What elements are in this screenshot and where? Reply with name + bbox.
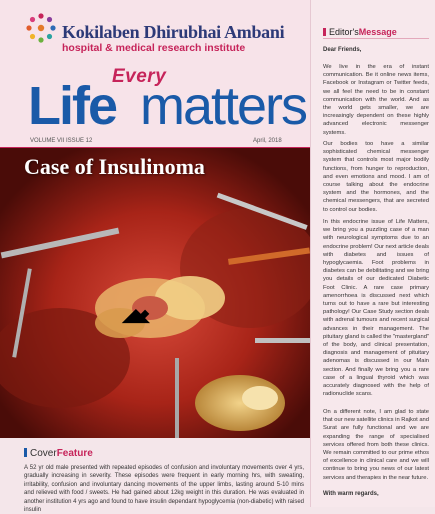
editors-message-panel [310, 0, 435, 507]
brand-life: Life [28, 76, 117, 136]
brand-matters: matters [140, 76, 307, 136]
surgical-photo-illustration [0, 148, 310, 438]
heading-word-editors: Editor's [329, 27, 359, 37]
editor-paragraph: On a different note, I am glad to state that our new satellite clinics in Rajkot and Surat are fully functional and we are expanding the range of specialised services offered from both these clinics. We remain committed to our prime ethos of excellence in clinical care and we will continue to bring you news of our latest services and therapies in the near future. [323, 409, 430, 481]
heading-word-message: Message [358, 27, 397, 37]
brand-every: Every [112, 66, 167, 87]
volume-issue: VOLUME VII ISSUE 12 [30, 138, 93, 144]
heading-word-cover: Cover [30, 448, 57, 459]
editors-message-heading [323, 27, 397, 37]
hospital-logo-icon [25, 12, 57, 44]
cover-photo [0, 148, 310, 438]
heading-word-feature: Feature [56, 448, 93, 459]
cover-feature-heading [24, 448, 93, 459]
editor-paragraph: We live in the era of instant communication. Be it online news items, Facebook or Instagram or Twitter feeds, we all feel the need to be in constant communication with the world. And as the world gets smaller, we are increasingly dependent on these highly advanced electronic messenger systems. [323, 64, 429, 136]
cover-title: Case of Insulinoma [24, 154, 205, 179]
editor-greeting: Dear Friends, [323, 47, 362, 53]
masthead [0, 0, 310, 150]
issue-date: April, 2018 [253, 138, 282, 144]
editor-paragraph: In this endocrine issue of Life Matters, we bring you a puzzling case of a man with neurological symptoms due to an endocrine problem! Our next article deals with diabetes and issues of hypoglycaemia. Foot problems in diabetes can be debilitating and we bring you details of our dedicated Diabetic Foot Clinic. A rare case primary amenorrhoea is discussed next which turns out to have a rare but interesting pathology! Our Case Study section deals with adrenal tumours and recent surgical advances in their management. The pituitary gland is called the "mastergland" of the body, and clinical presentation, diagnosis and management of pituitary adenomas is discussed in our Main section. And finally we bring you a rare case of a lingual thyroid which was accurately diagnosed with the help of radionuclide scans. [323, 219, 430, 398]
editor-divider [323, 38, 429, 39]
cover-feature-text: A 52 yr old male presented with repeated episodes of confusion and involuntary movements over 4 yrs, gradually increasing in severity. These episodes were frequent in early morning hrs, with sweating, irritability, confusion and involuntary dancing movements of the upper limbs, lasting around 5-10 mins and relieved with food / sweets. He had gained about 12kg weight in this duration. He was evaluated in another institution 4 yrs ago and found to have insulin dependant hypoglycemia (non-diabetic) with raised insulin [24, 465, 304, 514]
hospital-subtitle: hospital & medical research institute [62, 42, 246, 54]
heading-accent-bar [24, 448, 27, 457]
hospital-name: Kokilaben Dhirubhai Ambani [62, 22, 285, 42]
editor-signoff: With warm regards, [323, 491, 379, 497]
heading-accent-bar [323, 28, 326, 36]
editor-paragraph: Our bodies too have a similar sophisticated chemical messenger system that controls most major bodily functions, from hunger to reproduction, and even emotions and mood. I am of course talking about the endocrine system and the hormones, and the chemical messengers, that are secreted to control our bodies. [323, 141, 429, 213]
